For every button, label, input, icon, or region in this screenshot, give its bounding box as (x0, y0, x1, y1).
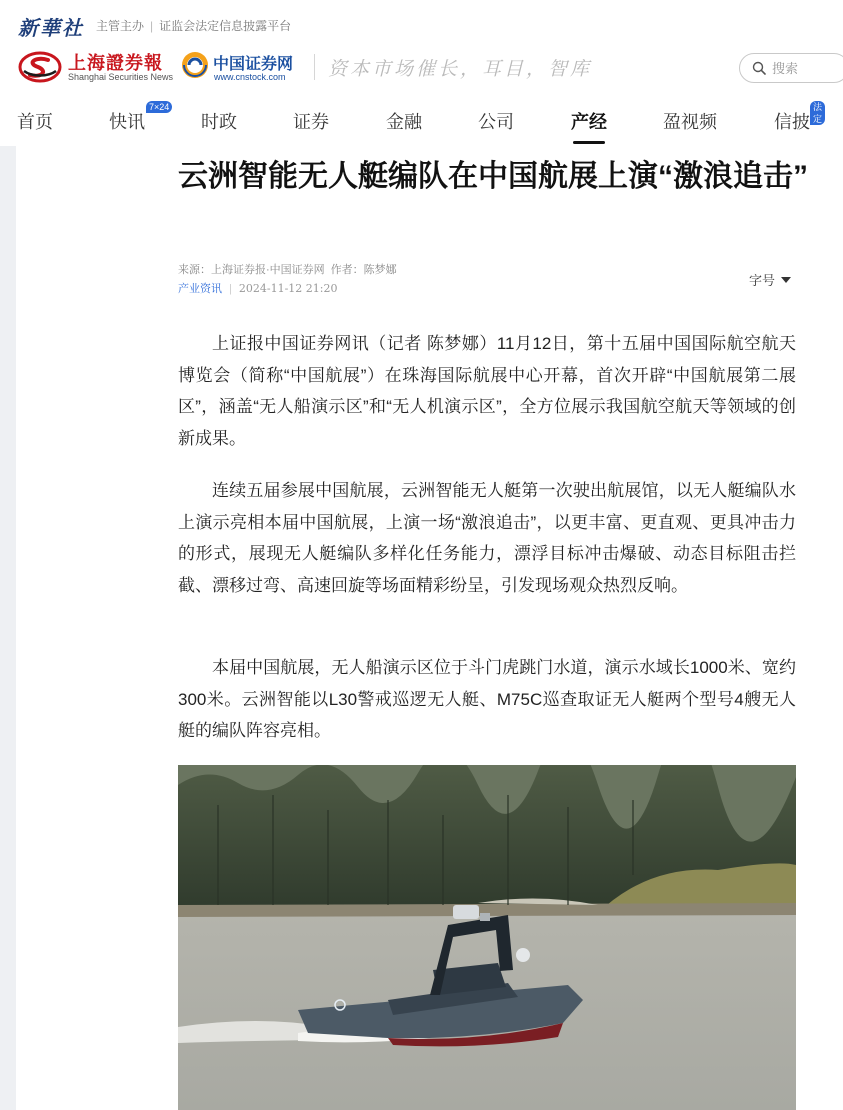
brand-divider (314, 54, 315, 80)
nav-label: 信披 (774, 112, 810, 132)
main-nav (0, 92, 843, 146)
left-rail (0, 146, 16, 1110)
nav-item-video[interactable] (663, 108, 717, 134)
nav-badge-statutory: 法定 (810, 101, 825, 125)
article-photo-boat (178, 765, 796, 1110)
font-size-dropdown[interactable] (749, 270, 791, 289)
source-label: 来源： (178, 264, 211, 276)
top-strip (0, 0, 843, 48)
nav-item-disclosure[interactable] (774, 102, 823, 134)
nav-item-securities[interactable] (293, 108, 329, 134)
font-size-label: 字号 (749, 273, 776, 288)
shanghai-securities-name[interactable]: 上海證券報 (68, 53, 163, 74)
cnstock-logo-icon[interactable] (180, 50, 210, 80)
cnstock-url: www.cnstock.com (214, 72, 286, 82)
nav-item-flash[interactable] (109, 102, 170, 134)
publish-time: 2024-11-12 21:20 (238, 282, 338, 295)
source-name: 上海证券报·中国证券网 (211, 264, 325, 276)
nav-item-finance[interactable] (386, 108, 422, 134)
shanghai-securities-logo-icon[interactable] (18, 51, 62, 83)
cnstock-name[interactable]: 中国证券网 (213, 56, 294, 73)
brand-bar (0, 48, 843, 92)
nav-label: 公司 (478, 112, 514, 132)
article-paragraph: 本届中国航展，无人船演示区位于斗门虎跳门水道，演示水域长1000米、宽约300米。云洲智能以L30警戒巡逻无人艇、M75C巡查取证无人艇两个型号4艘无人艇的编队阵容亮相。 (178, 658, 796, 740)
nav-item-companies[interactable] (478, 108, 514, 134)
brand-slogan: 资本市场催长，耳目，智库 (328, 58, 593, 80)
article-title: 云洲智能无人艇编队在中国航展上演“激浪追击” (178, 160, 808, 193)
nav-item-politics[interactable] (201, 108, 237, 134)
nav-badge-24h: 7×24 (146, 101, 172, 113)
top-link-sponsor[interactable]: 主管主办 (96, 19, 145, 33)
nav-label: 时政 (201, 112, 237, 132)
article-paragraph: 上证报中国证券网讯（记者 陈梦娜）11月12日，第十五届中国国际航空航天博览会（简称“中国航展”）在珠海国际航展中心开幕，首次开辟“中国航展第二展区”，涵盖“无人船演示区”和“无人机演示区”，全方位展示我国航空航天等领域的创新成果。 (178, 334, 796, 448)
shanghai-securities-english: Shanghai Securities News (68, 72, 174, 82)
nav-label: 快讯 (109, 112, 145, 132)
article-meta-source (178, 261, 403, 277)
search-icon[interactable] (752, 61, 766, 75)
top-links (96, 17, 291, 34)
nav-item-home[interactable] (17, 108, 53, 134)
article-container (16, 146, 843, 1110)
author-name: 陈梦娜 (363, 264, 397, 276)
article-meta-category (178, 280, 337, 296)
article-paragraph: 连续五届参展中国航展，云洲智能无人艇第一次驶出航展馆，以无人艇编队水上演示亮相本届中国航展，上演一场“激浪追击”，以更丰富、更直观、更具冲击力的形式，展现无人艇编队多样化任务能力，漂浮目标冲击爆破、动态目标阻击拦截、漂移过弯、高速回旋等场面精彩纷呈，引发现场观众热烈反响。 (178, 481, 796, 595)
nav-label: 金融 (386, 112, 422, 132)
nav-label: 盈视频 (663, 112, 717, 132)
category-link[interactable]: 产业资讯 (178, 283, 222, 295)
xinhua-logo[interactable]: 新華社 (18, 16, 84, 40)
nav-label: 首页 (17, 112, 53, 132)
top-link-disclosure[interactable]: 证监会法定信息披露平台 (159, 19, 292, 33)
nav-item-industry[interactable] (571, 108, 607, 134)
nav-label: 证券 (293, 112, 329, 132)
top-separator: | (150, 19, 154, 33)
meta-separator: | (229, 283, 232, 295)
search-box[interactable] (739, 53, 843, 83)
author-label: 作者： (330, 264, 364, 276)
search-input[interactable] (772, 58, 842, 78)
caret-down-icon (781, 277, 791, 283)
nav-label: 产经 (571, 112, 607, 132)
